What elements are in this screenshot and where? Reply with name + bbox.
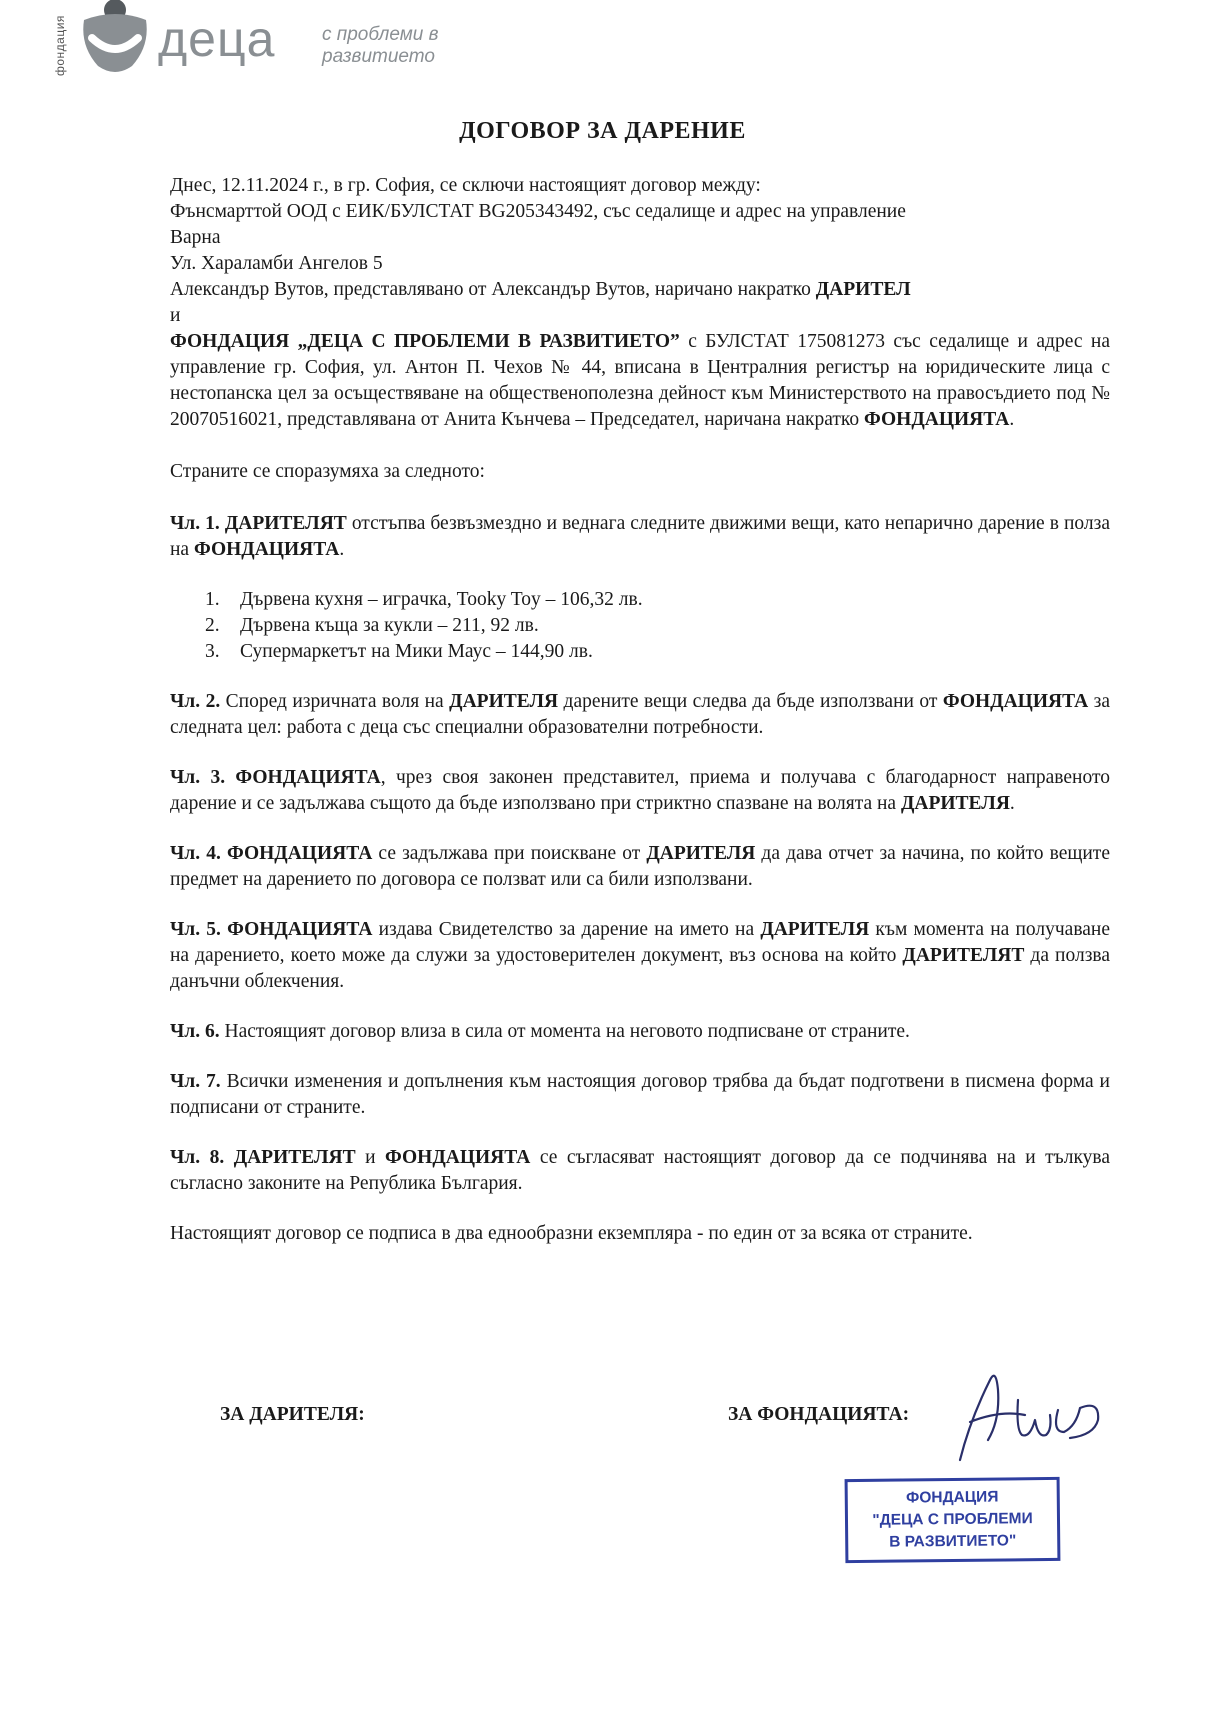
article-text: Настоящият договор влиза в сила от момента на неговото подписване от страните. [219,1021,910,1042]
article-text: се задължава при поискване от [372,843,647,864]
intro-line: Фънсмарттой ООД с ЕИК/БУЛСТАТ BG205343492, със седалище и адрес на управление [170,201,906,222]
intro-line: Ул. Хараламби Ангелов 5 [170,253,383,274]
article-text: отстъпва безвъзмездно и веднага следните движими вещи, като непарично дарение в полза на [170,513,1110,560]
donor-text: Александър Вутов, представлявано от Александър Вутов, наричано накратко [170,279,816,300]
logo-main-text: деца [158,11,276,67]
agreement-line: Страните се споразумяха за следното: [170,461,485,482]
article-text: Според изричната воля на [220,691,450,712]
article-text: да дава отчет за начина, по който вещите предмет на дарението по договора се ползват или са били използвани. [170,843,1110,890]
article-label: Чл. 6. [170,1021,220,1042]
article-label: Чл. 5. [170,919,221,940]
article-text: се съгласяват настоящият договор да се подчинява на и тълкува съгласно законите на Република България. [170,1147,1111,1194]
stamp-line: В РАЗВИТИЕТО" [889,1532,1017,1551]
document-body [170,173,1110,1247]
article-label: Чл. 4. [170,843,221,864]
foundation-stamp [845,1477,1061,1563]
article-text: . [1009,793,1015,814]
article-term: ФОНДАЦИЯТА [942,691,1089,712]
logo-vertical-text: фондация [53,15,67,76]
list-item [170,587,1110,613]
logo-subtitle-line: с проблеми в [322,24,439,45]
article-text: и [355,1147,385,1168]
article-8 [170,1145,1110,1197]
list-item [170,613,1110,639]
list-item-text: Дървена кухня – игрaчка, Tooky Toy – 106,32 лв. [240,589,643,610]
article-term: ФОНДАЦИЯТА [385,1147,531,1168]
list-item [170,639,1110,665]
stamp-line: "ДЕЦА С ПРОБЛЕМИ [872,1510,1033,1529]
document-title: ДОГОВОР ЗА ДАРЕНИЕ [459,118,746,144]
article-term: ДАРИТЕЛЯТ [233,1147,356,1168]
and-line: и [170,305,181,326]
donor-signature-label: ЗА ДАРИТЕЛЯ: [220,1404,365,1425]
article-label: Чл. 8. [170,1147,225,1168]
article-term: ФОНДАЦИЯТА [226,843,373,864]
article-6 [170,1019,1110,1045]
foundation-signature-label: ЗА ФОНДАЦИЯТА: [728,1404,910,1425]
article-label: Чл. 1. [170,513,220,534]
logo-subtitle-line: развитието [322,46,435,67]
article-1 [170,511,1110,563]
article-text: за следната цел: работа с деца със специални образователни потребности. [170,691,1111,738]
closing-paragraph: Настоящият договор се подписа в два еднообразни екземпляра - по един от за всяка от страните. [170,1223,973,1244]
list-item-number: 2. [205,615,220,636]
article-term: ФОНДАЦИЯТА [227,919,373,940]
article-term: ДАРИТЕЛЯ [760,919,870,940]
article-term: ФОНДАЦИЯТА [193,539,340,560]
article-3 [170,765,1110,817]
logo-subtitle [322,24,439,68]
article-term: ФОНДАЦИЯТА [235,767,381,788]
article-4 [170,841,1110,893]
donor-term: ДАРИТЕЛ [815,279,911,300]
list-item-number: 3. [205,641,220,662]
foundation-name: ФОНДАЦИЯ „ДЕЦА С ПРОБЛЕМИ В РАЗВИТИЕТО” [170,331,680,352]
intro-line: Варна [170,227,221,248]
article-text: . [339,539,345,560]
article-text: към момента на получаване на дарението, което може да служи за удостоверителен документ, въз основа на който [170,919,1111,966]
foundation-end: . [1009,409,1015,430]
article-2 [170,689,1110,741]
article-label: Чл. 3. [170,767,226,788]
foundation-paragraph [170,329,1110,433]
article-term: ДАРИТЕЛЯТ [224,513,347,534]
article-label: Чл. 2. [170,691,221,712]
article-7 [170,1069,1110,1121]
list-item-text: Дървена къща за кукли – 211, 92 лв. [240,615,539,636]
foundation-term: ФОНДАЦИЯТА [864,409,1010,430]
article-term: ДАРИТЕЛЯ [900,793,1010,814]
donor-line [170,277,1110,303]
foundation-logo-icon [70,0,160,78]
article-term: ДАРИТЕЛЯ [646,843,756,864]
article-text: Всички изменения и допълнения към настоящия договор трябва да бъдат подготвени в писмена форма и подписани от страните. [170,1071,1110,1118]
article-text: да ползва данъчни облекчения. [170,945,1110,992]
foundation-text: с БУЛСТАТ 175081273 със седалище и адрес на управление гр. София, ул. Антон П. Чехов № 44, вписана в Централния регистър на юридическите лица с нестопанска цел за осъществяване на общественополезна дейност към Министерството на правосъдието под № 20070516021, представлявана от Анита Кънчева – Председател, наричана накратко [170,331,1110,430]
article-text: , чрез своя законен представител, приема и получава с благодарност направеното дарение и се задължава същото да бъде използвано при стриктно спазване на волята на [170,767,1110,814]
article-text: дарените вещи следва да бъде използвани от [558,691,943,712]
list-item-text: Супермаркетът на Мики Маус – 144,90 лв. [240,641,593,662]
list-item-number: 1. [205,589,220,610]
intro-line: Днес, 12.11.2024 г., в гр. София, се сключи настоящият договор между: [170,175,761,196]
stamp-line: ФОНДАЦИЯ [906,1488,999,1507]
donated-items-list [170,587,1110,665]
article-term: ДАРИТЕЛЯ [449,691,559,712]
article-label: Чл. 7. [170,1071,221,1092]
article-text: издава Свидетелство за дарение на името на [372,919,761,940]
article-term: ДАРИТЕЛЯТ [902,945,1025,966]
handwritten-signature [930,1360,1130,1470]
article-5 [170,917,1110,995]
